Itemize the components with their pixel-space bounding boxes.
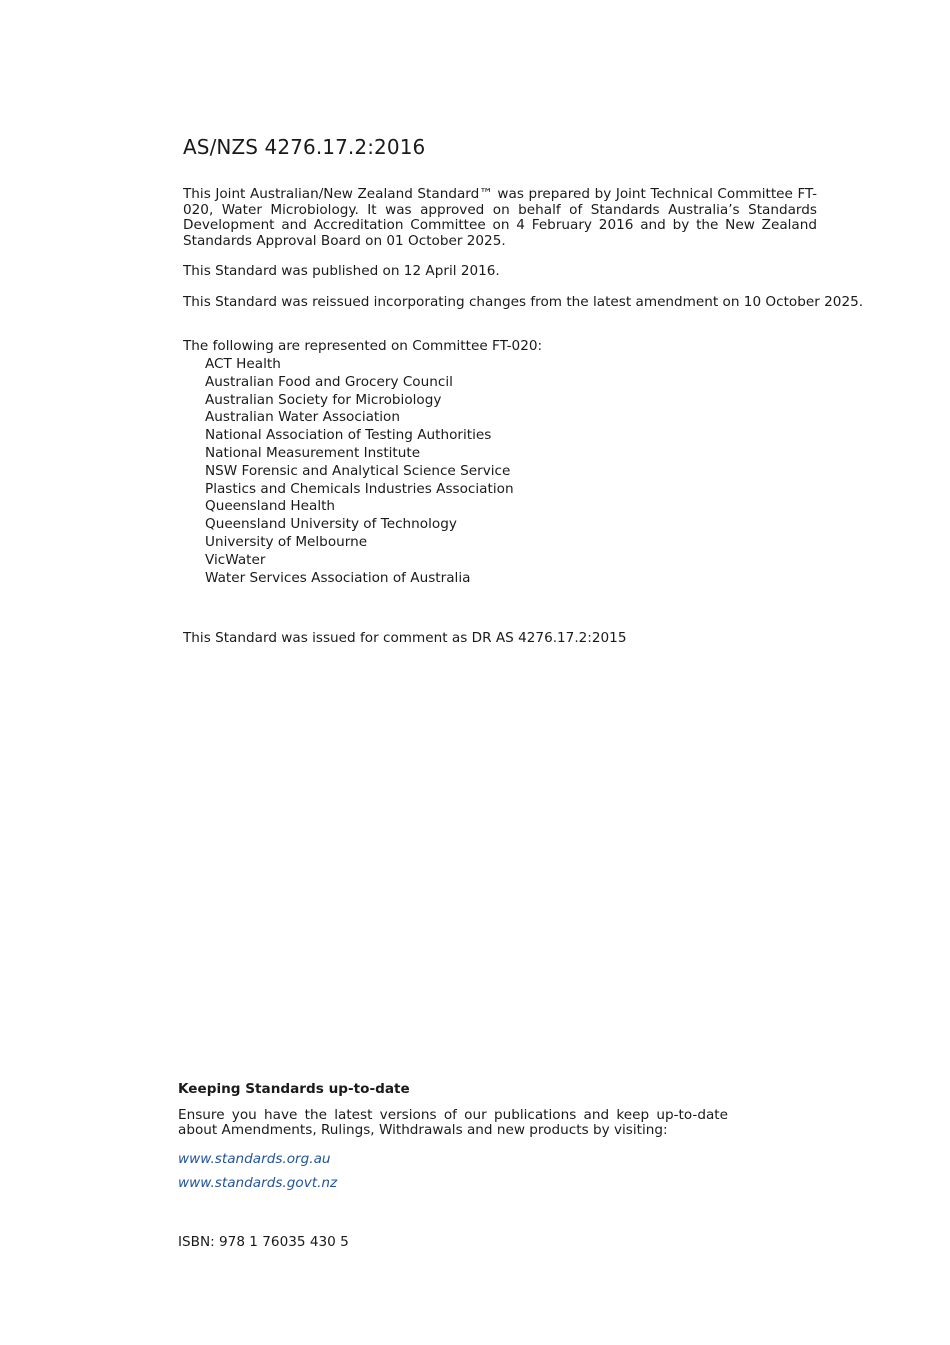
committee-member-list (205, 356, 514, 587)
comment-issue-line: This Standard was issued for comment as DR AS 4276.17.2:2015 (183, 630, 627, 646)
preparation-paragraph: This Joint Australian/New Zealand Standard™ was prepared by Joint Technical Committee FT-020, Water Microbiology. It was approved on behalf of Standards Australia’s Standards Development and Accreditation Committee on 4 February 2016 and by the New Zealand Standards Approval Board on 01 October 2025. (183, 186, 817, 250)
standards-new-zealand-link[interactable]: www.standards.govt.nz (178, 1175, 338, 1191)
committee-member: National Measurement Institute (205, 444, 421, 461)
committee-member: University of Melbourne (205, 533, 368, 550)
committee-member: VicWater (205, 551, 266, 568)
committee-member: ACT Health (205, 356, 281, 372)
reissued-line: This Standard was reissued incorporating changes from the latest amendment on 10 October 2025. (183, 294, 864, 310)
committee-member: Queensland University of Technology (205, 516, 457, 533)
committee-member: Australian Society for Microbiology (205, 391, 442, 408)
document-title: AS/NZS 4276.17.2:2016 (183, 135, 426, 159)
standards-australia-link[interactable]: www.standards.org.au (178, 1151, 331, 1167)
isbn-line: ISBN: 978 1 76035 430 5 (178, 1234, 349, 1250)
committee-member: Australian Water Association (205, 409, 400, 426)
committee-member: Queensland Health (205, 498, 336, 515)
committee-intro: The following are represented on Committee FT-020: (183, 338, 543, 354)
published-line: This Standard was published on 12 April 2016. (183, 263, 500, 279)
committee-member: NSW Forensic and Analytical Science Service (205, 462, 511, 479)
committee-member: Australian Food and Grocery Council (205, 373, 453, 390)
keeping-up-to-date-heading: Keeping Standards up-to-date (178, 1081, 410, 1097)
committee-member: Water Services Association of Australia (205, 569, 471, 586)
committee-member: National Association of Testing Authorities (205, 427, 492, 444)
keeping-up-to-date-paragraph: Ensure you have the latest versions of our publications and keep up-to-date about Amendments, Rulings, Withdrawals and new products by visiting: (178, 1107, 728, 1139)
committee-member: Plastics and Chemicals Industries Association (205, 480, 514, 497)
